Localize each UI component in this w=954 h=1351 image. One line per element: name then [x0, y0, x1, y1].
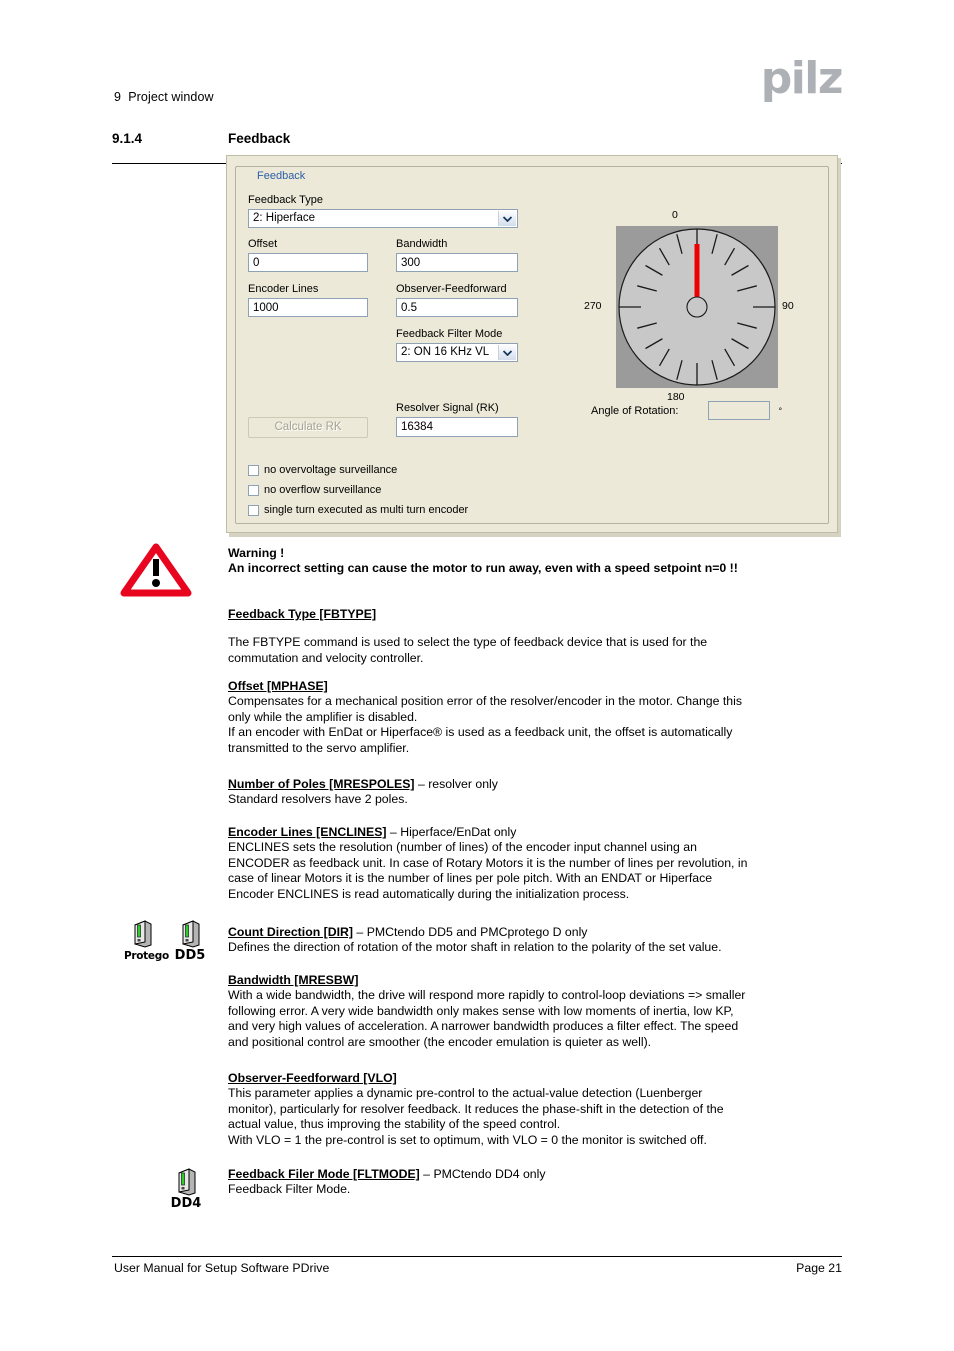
- dial-label-0: 0: [672, 209, 678, 221]
- section-line: case of linear Motors it is the number of lines per pole pitch. With an ENDAT or Hiperface: [228, 871, 713, 886]
- feedback-groupbox: [235, 166, 829, 524]
- footer-divider: [112, 1256, 842, 1257]
- footer-page-number: Page 21: [796, 1261, 842, 1275]
- angle-dial-gauge: [584, 209, 794, 403]
- section-line: commutation and velocity controller.: [228, 650, 424, 665]
- section-heading: Feedback Type [FBTYPE]: [228, 607, 377, 621]
- dial-label-270: 270: [584, 300, 602, 312]
- section-heading: Bandwidth [MRESBW]: [228, 973, 359, 987]
- section-heading: Count Direction [DIR]: [228, 925, 354, 939]
- section-bandwidth: [228, 973, 842, 1050]
- feedback-filter-mode-label: Feedback Filter Mode: [396, 328, 503, 340]
- section-encoder-lines: [228, 825, 842, 902]
- section-observer-feedforward: [228, 1071, 842, 1148]
- warning-triangle-icon: [120, 543, 192, 597]
- angle-of-rotation-label: Angle of Rotation:: [591, 404, 679, 417]
- degree-unit: °: [778, 405, 783, 416]
- dial-label-90: 90: [782, 300, 794, 312]
- section-line: Feedback Filter Mode.: [228, 1182, 351, 1197]
- dd4-label: DD4: [170, 1196, 202, 1211]
- section-line: The FBTYPE command is used to select the type of feedback device that is used for the: [228, 635, 708, 650]
- checkbox-box-icon[interactable]: [248, 505, 259, 516]
- margin-icons-protego-dd5: [124, 920, 208, 963]
- page-title: Feedback: [228, 131, 291, 146]
- footer-manual-title: User Manual for Setup Software PDrive: [114, 1261, 330, 1275]
- section-heading-suffix: – PMCtendo DD5 and PMCprotego D only: [353, 925, 588, 939]
- section-line: With VLO = 1 the pre-control is set to optimum, with VLO = 0 the monitor is switched off.: [228, 1132, 707, 1147]
- section-line: following error. A very wide bandwidth only makes sense with low moments of inertia, low KP,: [228, 1003, 734, 1018]
- section-line: transmitted to the servo amplifier.: [228, 740, 410, 755]
- section-line: ENCLINES sets the resolution (number of lines) of the encoder input channel using an: [228, 840, 697, 855]
- resolver-signal-input[interactable]: 16384: [396, 417, 518, 437]
- feedback-type-value: 2: Hiperface: [253, 212, 316, 224]
- warning-text: An incorrect setting can cause the motor to run away, even with a speed setpoint n=0 !!: [228, 561, 738, 576]
- section-number-of-poles: [228, 777, 842, 808]
- section-line: This parameter applies a dynamic pre-control to the actual-value detection (Luenberger: [228, 1086, 703, 1101]
- section-line: actual value, thus improving the stability of the speed control.: [228, 1117, 561, 1132]
- margin-icon-dd4: [168, 1168, 204, 1211]
- section-line: and very high values of acceleration. A narrower bandwidth produces a filter effect. The speed: [228, 1019, 739, 1034]
- section-line: ENCODER as feedback unit. In case of Rotary Motors it is the number of lines per revolution, in: [228, 855, 748, 870]
- checkbox-label: no overflow surveillance: [264, 484, 382, 496]
- section-line: Encoder ENCLINES is read automatically during the initialization process.: [228, 886, 630, 901]
- section-line: Compensates for a mechanical position error of the resolver/encoder in the motor. Change this: [228, 694, 743, 709]
- protego-label: Protego: [124, 950, 169, 962]
- section-offset: [228, 679, 842, 756]
- section-heading-suffix: – Hiperface/EnDat only: [386, 825, 517, 839]
- bandwidth-input[interactable]: 300: [396, 253, 518, 272]
- protego-device-icon: [124, 920, 169, 963]
- encoder-lines-input[interactable]: 1000: [248, 298, 368, 317]
- pilz-logo: pilz: [760, 53, 842, 104]
- groupbox-label: Feedback: [254, 170, 308, 182]
- section-line: only while the amplifier is disabled.: [228, 709, 418, 724]
- feedback-dialog: [226, 155, 838, 533]
- section-line: Standard resolvers have 2 poles.: [228, 792, 408, 807]
- chevron-down-icon[interactable]: [498, 211, 516, 226]
- encoder-lines-label: Encoder Lines: [248, 283, 319, 295]
- section-heading-suffix: – PMCtendo DD4 only: [419, 1167, 546, 1181]
- feedback-type-label: Feedback Type: [248, 194, 324, 206]
- feedback-type-select[interactable]: [248, 209, 518, 228]
- device-module-icon: [180, 920, 200, 948]
- checkbox-single-turn-as-multi-turn[interactable]: [248, 504, 468, 516]
- section-line: Defines the direction of rotation of the motor shaft in relation to the polarity of the set value.: [228, 940, 722, 955]
- offset-label: Offset: [248, 238, 278, 250]
- bandwidth-label: Bandwidth: [396, 238, 448, 250]
- device-module-icon: [132, 920, 152, 948]
- section-line: and positional control are smoother (the encoder emulation is quieter as well).: [228, 1034, 652, 1049]
- checkbox-no-overflow-surveillance[interactable]: [248, 484, 381, 496]
- checkbox-label: no overvoltage surveillance: [264, 464, 398, 476]
- dial-face-svg: [616, 226, 778, 388]
- section-heading: Observer-Feedforward [VLO]: [228, 1071, 397, 1085]
- angle-of-rotation-input[interactable]: [708, 401, 770, 420]
- section-line: If an encoder with EnDat or Hiperface® is used as a feedback unit, the offset is automatically: [228, 725, 733, 740]
- calculate-rk-button[interactable]: Calculate RK: [248, 417, 368, 438]
- section-heading: Offset [MPHASE]: [228, 679, 328, 693]
- checkbox-label: single turn executed as multi turn encoder: [264, 504, 469, 516]
- section-heading: Feedback Filer Mode [FLTMODE]: [228, 1167, 420, 1181]
- warning-block: [228, 546, 842, 577]
- offset-input[interactable]: 0: [248, 253, 368, 272]
- section-heading-suffix: – resolver only: [414, 777, 498, 791]
- angle-of-rotation-row: [591, 401, 782, 420]
- observer-feedforward-input[interactable]: 0.5: [396, 298, 518, 317]
- section-heading: Encoder Lines [ENCLINES]: [228, 825, 387, 839]
- chapter-label: 9 Project window: [114, 90, 214, 104]
- section-line: With a wide bandwidth, the drive will respond more rapidly to control-loop deviations => smaller: [228, 988, 746, 1003]
- section-line: monitor), particularly for resolver feedback. It reduces the phase-shift in the detection of the: [228, 1101, 724, 1116]
- section-feedback-filter-mode: [228, 1167, 842, 1198]
- warning-title: Warning !: [228, 546, 285, 560]
- observer-feedforward-label: Observer-Feedforward: [396, 283, 507, 295]
- dd5-device-icon: [172, 920, 208, 963]
- checkbox-box-icon[interactable]: [248, 465, 259, 476]
- resolver-signal-label: Resolver Signal (RK): [396, 402, 499, 414]
- section-number: 9.1.4: [112, 131, 143, 146]
- dd5-label: DD5: [174, 948, 206, 963]
- feedback-filter-mode-select[interactable]: [396, 343, 518, 362]
- chevron-down-icon[interactable]: [498, 345, 516, 360]
- feedback-filter-mode-value: 2: ON 16 KHz VL: [401, 346, 490, 358]
- section-heading: Number of Poles [MRESPOLES]: [228, 777, 415, 791]
- dial-label-180: 180: [667, 391, 685, 403]
- checkbox-box-icon[interactable]: [248, 485, 259, 496]
- spacer: [228, 622, 842, 635]
- device-module-icon: [176, 1168, 196, 1196]
- page-header: [112, 53, 842, 110]
- checkbox-no-overvoltage-surveillance[interactable]: [248, 464, 397, 476]
- section-count-direction: [228, 925, 842, 956]
- section-feedback-type: [228, 607, 842, 666]
- dd4-device-icon: [168, 1168, 204, 1211]
